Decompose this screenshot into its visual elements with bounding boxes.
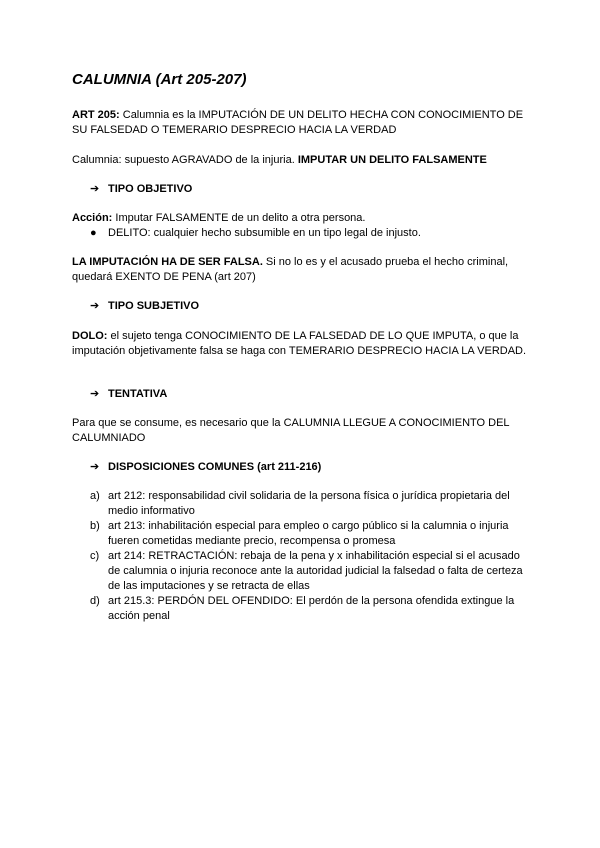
heading-tipo-subjetivo-label: TIPO SUBJETIVO: [108, 300, 200, 312]
art-205-paragraph: [72, 108, 532, 138]
heading-tentativa-label: TENTATIVA: [108, 388, 168, 400]
arrow-icon: ➔: [90, 388, 100, 400]
delito-bullet: [90, 226, 530, 241]
page-title: CALUMNIA (Art 205-207): [72, 71, 247, 88]
list-item-text: art 213: inhabilitación especial para empleo o cargo público si la calumnia o injuria fueren cometidas mediante precio, recompensa o promesa: [108, 520, 509, 547]
accion-label: Acción:: [72, 212, 113, 224]
art-205-text: Calumnia es la IMPUTACIÓN DE UN DELITO HECHA CON CONOCIMIENTO DE SU FALSEDAD O TEMERARIO DESPRECIO HACIA LA VERDAD: [72, 109, 524, 136]
list-item: [90, 489, 530, 519]
list-item-marker: d): [90, 595, 100, 607]
list-item-text: art 212: responsabilidad civil solidaria de la persona física o jurídica propietaria del medio informativo: [108, 490, 510, 517]
list-item-marker: c): [90, 550, 100, 562]
list-item: [90, 549, 530, 594]
list-item-marker: b): [90, 520, 100, 532]
calumnia-text: Calumnia: supuesto AGRAVADO de la injuria.: [72, 154, 298, 166]
calumnia-definition: [72, 153, 532, 168]
dolo-label: DOLO:: [72, 330, 108, 342]
arrow-icon: ➔: [90, 461, 100, 473]
delito-bullet-text: DELITO: cualquier hecho subsumible en un tipo legal de injusto.: [108, 227, 421, 239]
arrow-icon: ➔: [90, 183, 100, 195]
accion-text: Imputar FALSAMENTE de un delito a otra persona.: [112, 212, 366, 224]
heading-disposiciones-label: DISPOSICIONES COMUNES (art 211-216): [108, 461, 322, 473]
dolo-paragraph: [72, 329, 532, 359]
heading-tentativa: [90, 387, 167, 402]
heading-tipo-objetivo-label: TIPO OBJETIVO: [108, 183, 193, 195]
accion-paragraph: [72, 211, 532, 226]
tentativa-paragraph: Para que se consume, es necesario que la CALUMNIA LLEGUE A CONOCIMIENTO DEL CALUMNIADO: [72, 417, 510, 444]
imputacion-text: Si no lo es y el acusado prueba el hecho criminal, quedará EXENTO DE PENA (art 207): [72, 256, 509, 283]
bullet-icon: ●: [90, 227, 97, 239]
heading-disposiciones: [90, 460, 321, 475]
heading-tipo-subjetivo: [90, 299, 199, 314]
list-item: [90, 519, 530, 549]
list-item: [90, 594, 530, 624]
art-205-label: ART 205:: [72, 109, 120, 121]
heading-tipo-objetivo: [90, 182, 192, 197]
disposiciones-list: [90, 489, 530, 624]
dolo-text: el sujeto tenga CONOCIMIENTO DE LA FALSEDAD DE LO QUE IMPUTA, o que la imputación objetivamente falsa se haga con TEMERARIO DESPRECIO HACIA LA VERDAD.: [72, 330, 527, 357]
arrow-icon: ➔: [90, 300, 100, 312]
list-item-text: art 215.3: PERDÓN DEL OFENDIDO: El perdón de la persona ofendida extingue la acción penal: [108, 595, 515, 622]
list-item-marker: a): [90, 490, 100, 502]
calumnia-bold: IMPUTAR UN DELITO FALSAMENTE: [297, 154, 487, 166]
list-item-text: art 214: RETRACTACIÓN: rebaja de la pena y x inhabilitación especial si el acusado de calumnia o injuria reconoce ante la autoridad judicial la falsedad o falta de certeza de las imputaciones y se retracta de ellas: [108, 550, 523, 592]
imputacion-bold: LA IMPUTACIÓN HA DE SER FALSA.: [72, 256, 263, 268]
imputacion-paragraph: [72, 255, 532, 285]
